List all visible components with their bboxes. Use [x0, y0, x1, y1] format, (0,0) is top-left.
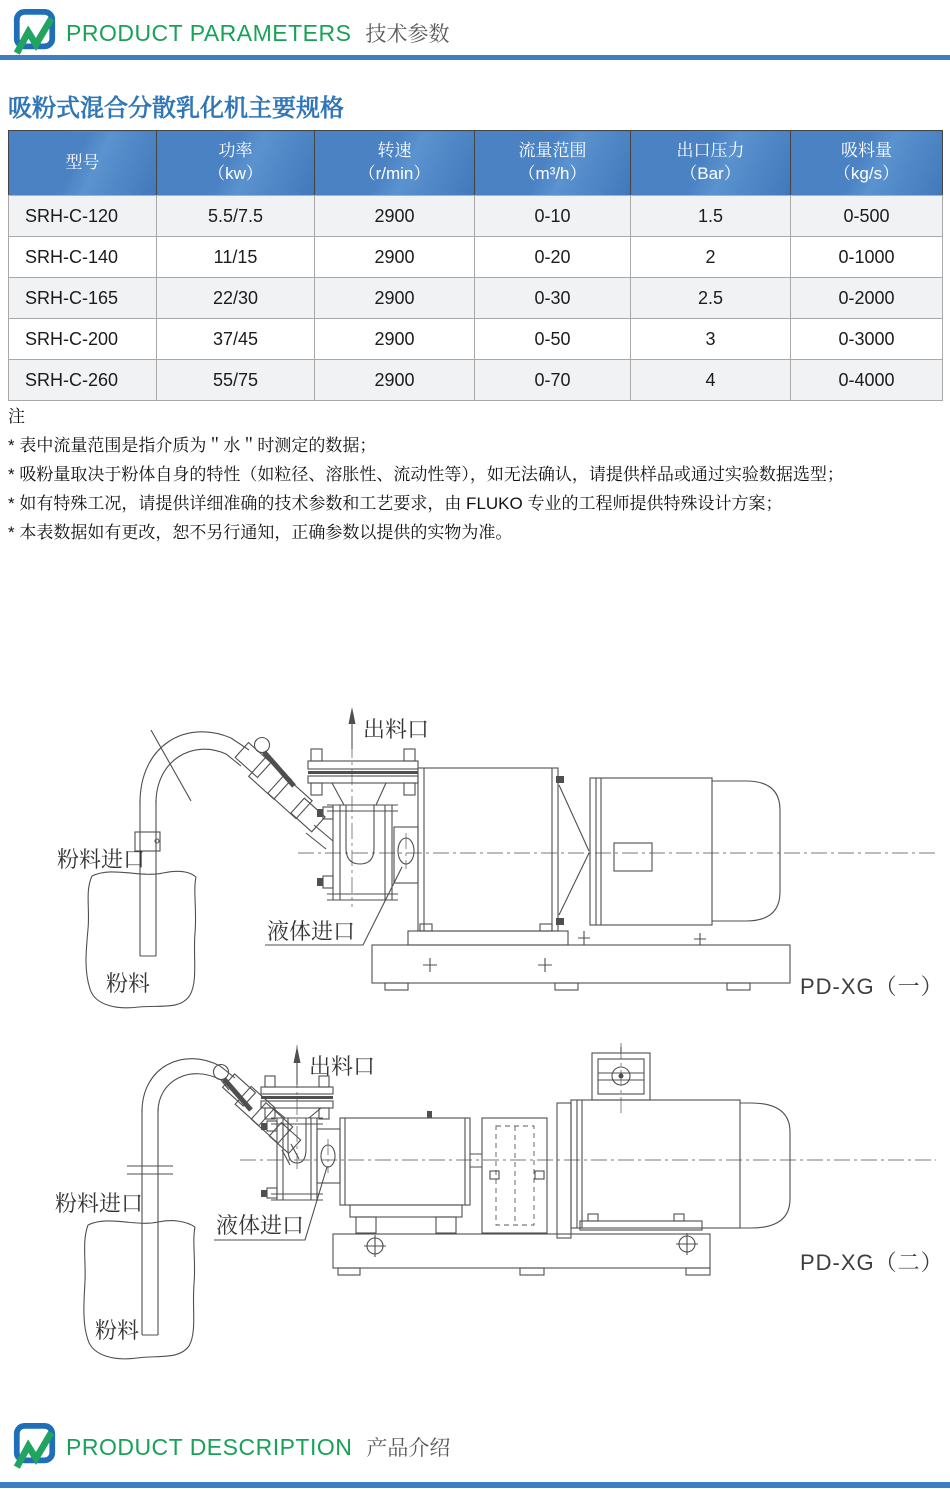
cell-model: SRH-C-260 — [9, 360, 157, 401]
cell-model: SRH-C-200 — [9, 319, 157, 360]
cell-pressure: 3 — [631, 319, 791, 360]
note-item: * 表中流量范围是指介质为＂水＂时测定的数据； — [8, 436, 377, 455]
col-header-model: 型号 — [9, 131, 157, 196]
model-label-2: PD-XG（二） — [800, 1250, 944, 1275]
mixing-chamber — [317, 805, 418, 900]
section-band-parameters — [0, 6, 950, 61]
cell-model: SRH-C-120 — [9, 196, 157, 237]
powder-inlet-label: 粉料进口 — [57, 847, 146, 872]
col-header-flow: 流量范围 （m³/h） — [475, 131, 631, 196]
cell-flow: 0-20 — [475, 237, 631, 278]
powder-label: 粉料 — [106, 971, 151, 996]
col-header-speed: 转速 （r/min） — [315, 131, 475, 196]
cell-suction: 0-3000 — [791, 319, 943, 360]
bottom-divider — [0, 1482, 950, 1488]
outlet-arrow-icon — [294, 1046, 301, 1085]
cell-model: SRH-C-165 — [9, 278, 157, 319]
top-divider — [0, 55, 950, 60]
outlet-label: 出料口 — [309, 1054, 376, 1079]
spec-section-title: 吸粉式混合分散乳化机主要规格 — [8, 95, 344, 122]
spec-table-header-row — [9, 131, 943, 196]
cell-power: 5.5/7.5 — [157, 196, 315, 237]
section-band-title-zh: 产品介绍 — [366, 1437, 451, 1460]
model-label-1: PD-XG（一） — [800, 974, 944, 999]
table-row — [9, 196, 943, 237]
powder-suction-pipe — [135, 730, 249, 956]
powder-label: 粉料 — [95, 1318, 140, 1343]
section-band-title — [66, 1432, 450, 1462]
table-row — [9, 360, 943, 401]
cell-pressure: 2.5 — [631, 278, 791, 319]
diagram-pdxg-2 — [0, 1033, 950, 1368]
spec-table — [8, 130, 943, 401]
motor — [590, 778, 780, 925]
note-item: * 如有特殊工况，请提供详细准确的技术参数和工艺要求，由 FLUKO 专业的工程师提供特殊设计方案； — [8, 494, 783, 513]
brand-logo-icon — [12, 1422, 58, 1470]
cell-flow: 0-70 — [475, 360, 631, 401]
cell-speed: 2900 — [315, 196, 475, 237]
notes — [8, 402, 944, 547]
cell-speed: 2900 — [315, 278, 475, 319]
diagram-pdxg-1 — [0, 693, 950, 1030]
cell-pressure: 1.5 — [631, 196, 791, 237]
cell-power: 55/75 — [157, 360, 315, 401]
col-header-suction: 吸料量 （kg/s） — [791, 131, 943, 196]
cell-pressure: 2 — [631, 237, 791, 278]
outlet-arrow-icon — [349, 707, 356, 749]
cell-power: 11/15 — [157, 237, 315, 278]
section-band-title-en: PRODUCT DESCRIPTION — [66, 1434, 353, 1460]
powder-suction-pipe — [127, 1059, 235, 1335]
cell-suction: 0-1000 — [791, 237, 943, 278]
cell-power: 37/45 — [157, 319, 315, 360]
cell-suction: 0-4000 — [791, 360, 943, 401]
powder-inlet-label: 粉料进口 — [55, 1191, 144, 1216]
cell-suction: 0-2000 — [791, 278, 943, 319]
section-band-description — [0, 1420, 950, 1475]
liquid-inlet-label: 液体进口 — [267, 919, 356, 944]
cell-suction: 0-500 — [791, 196, 943, 237]
cell-flow: 0-50 — [475, 319, 631, 360]
pump-body — [340, 1111, 482, 1233]
section-band-title-en: PRODUCT PARAMETERS — [66, 20, 352, 46]
section-band-title-zh: 技术参数 — [365, 23, 450, 46]
base-plate — [372, 924, 790, 990]
cell-pressure: 4 — [631, 360, 791, 401]
note-item: * 吸粉量取决于粉体自身的特性（如粒径、溶胀性、流动性等），如无法确认，请提供样品或通过实验数据选型； — [8, 465, 844, 484]
outlet-flange — [308, 749, 418, 805]
powder-valve — [235, 738, 333, 850]
liquid-inlet-label: 液体进口 — [216, 1213, 305, 1238]
brand-logo-icon — [12, 8, 58, 56]
col-header-power: 功率 （kw） — [157, 131, 315, 196]
cell-power: 22/30 — [157, 278, 315, 319]
note-item: * 本表数据如有更改，恕不另行通知，正确参数以提供的实物为准。 — [8, 523, 513, 542]
cell-model: SRH-C-140 — [9, 237, 157, 278]
pump-body — [418, 768, 589, 931]
outlet-label: 出料口 — [363, 717, 430, 742]
table-row — [9, 278, 943, 319]
notes-heading: 注 — [8, 407, 25, 426]
table-row — [9, 237, 943, 278]
cell-speed: 2900 — [315, 319, 475, 360]
table-row — [9, 319, 943, 360]
motor — [557, 1100, 790, 1238]
col-header-pressure: 出口压力 （Bar） — [631, 131, 791, 196]
cell-flow: 0-30 — [475, 278, 631, 319]
section-band-title — [66, 18, 449, 48]
bearing-frame — [482, 1118, 547, 1233]
cell-speed: 2900 — [315, 237, 475, 278]
cell-flow: 0-10 — [475, 196, 631, 237]
base-plate — [333, 1233, 710, 1275]
cell-speed: 2900 — [315, 360, 475, 401]
